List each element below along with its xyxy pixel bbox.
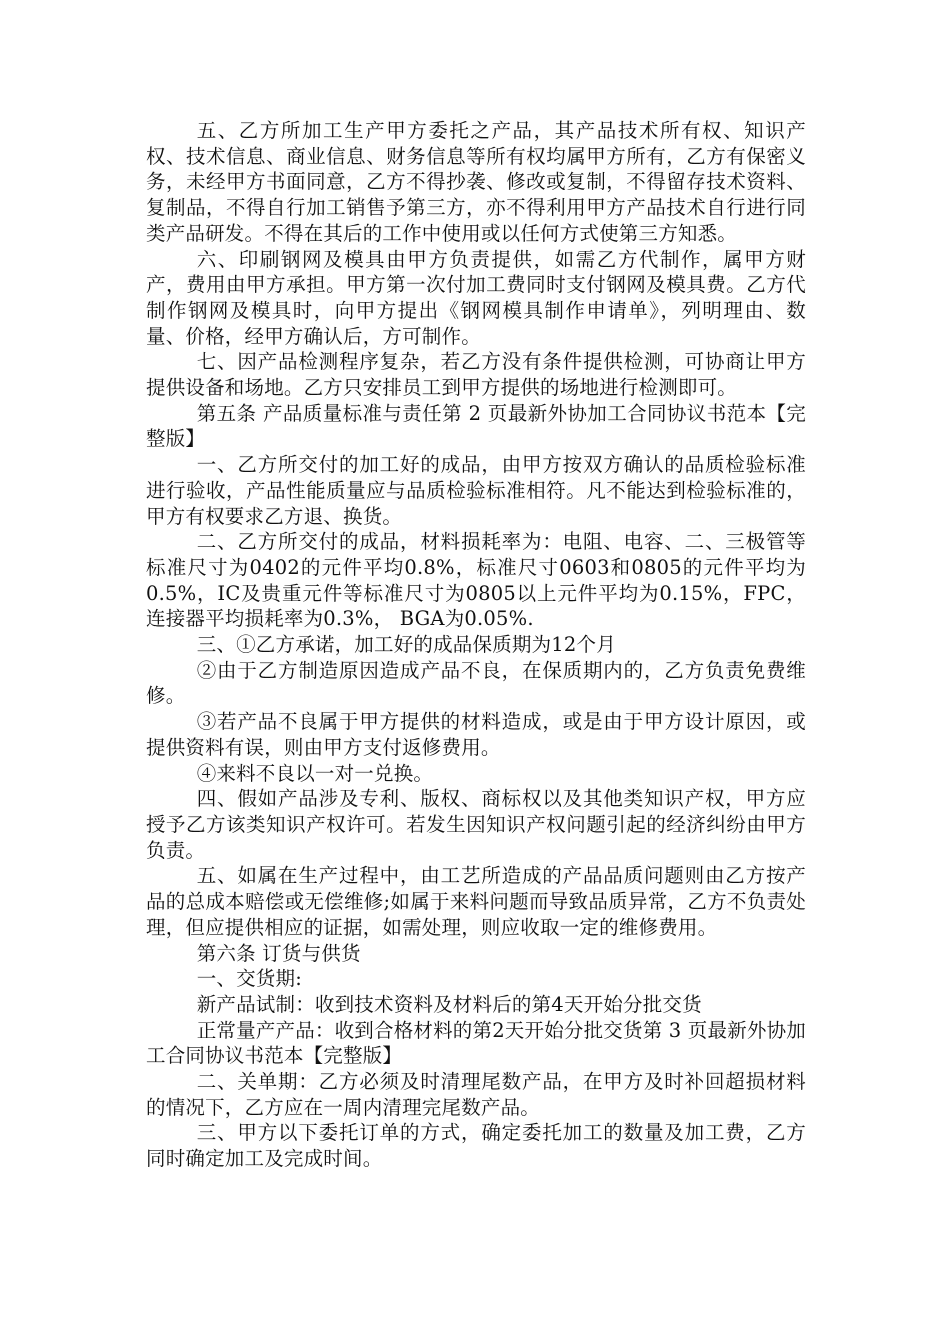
- paragraph-order-method: 三、甲方以下委托订单的方式，确定委托加工的数量及加工费，乙方同时确定加工及完成时间。: [146, 1121, 806, 1171]
- paragraph-clause-7-testing: 七、因产品检测程序复杂，若乙方没有条件提供检测，可协商让甲方提供设备和场地。乙方只安排员工到甲方提供的场地进行检测即可。: [146, 350, 806, 400]
- article-6-heading: 第六条 订货与供货: [196, 941, 361, 965]
- paragraph-new-product-trial: 新产品试制：收到技术资料及材料后的第4天开始分批交货: [196, 992, 702, 1016]
- paragraph-repair-cost: ③若产品不良属于甲方提供的材料造成，或是由于甲方设计原因，或提供资料有误，则由甲方支付返修费用。: [146, 710, 806, 759]
- paragraph-material-exchange: ④来料不良以一对一兑换。: [196, 761, 434, 785]
- paragraph-warranty-period: 三、①乙方承诺，加工好的成品保质期为12个月: [196, 633, 616, 657]
- document-page: [146, 118, 806, 1172]
- paragraph-loss-rate: 二、乙方所交付的成品，材料损耗率为：电阻、电容、二、三极管等标准尺寸为0402的元件平均0.8%，标准尺寸0603和0805的元件平均为 0.5%，IC及贵重元件等标准尺寸为0805以上元件平均为0.15%，FPC，连接器平均损耗率为0.3%， BGA为0.05%.: [146, 530, 806, 631]
- paragraph-process-quality: 五、如属在生产过程中，由工艺所造成的产品品质问题则由乙方按产品的总成本赔偿或无偿维修;如属于来料问题而导致品质异常，乙方不负责处理，但应提供相应的证据，如需处理，则应收取一定的维修费用。: [146, 864, 806, 939]
- paragraph-delivery-period: 一、交货期:: [196, 967, 302, 991]
- paragraph-mass-production: 正常量产产品：收到合格材料的第2天开始分批交货第 3 页最新外协加工合同协议书范本【完整版】: [146, 1018, 806, 1068]
- paragraph-clause-5-confidentiality: 五、乙方所加工生产甲方委托之产品，其产品技术所有权、知识产权、技术信息、商业信息、财务信息等所有权均属甲方所有，乙方有保密义务，未经甲方书面同意，乙方不得抄袭、修改或复制，不得留存技术资料、复制品，不得自行加工销售予第三方，亦不得利用甲方产品技术自行进行同类产品研发。不得在其后的工作中使用或以任何方式使第三方知悉。: [146, 119, 806, 245]
- paragraph-quality-inspection: 一、乙方所交付的加工好的成品，由甲方按双方确认的品质检验标准进行验收，产品性能质量应与品质检验标准相符。凡不能达到检验标准的，甲方有权要求乙方退、换货。: [146, 453, 806, 528]
- paragraph-clause-6-stencil-molds: 六、印刷钢网及模具由甲方负责提供，如需乙方代制作，属甲方财产，费用由甲方承担。甲方第一次付加工费同时支付钢网及模具费。乙方代制作钢网及模具时，向甲方提出《钢网模具制作申请单》，列明理由、数量、价格，经甲方确认后，方可制作。: [146, 247, 806, 348]
- paragraph-intellectual-property: 四、假如产品涉及专利、版权、商标权以及其他类知识产权，甲方应授予乙方该类知识产权许可。若发生因知识产权问题引起的经济纠纷由甲方负责。: [146, 787, 806, 862]
- paragraph-free-repair: ②由于乙方制造原因造成产品不良，在保质期内的，乙方负责免费维修。: [146, 658, 806, 708]
- paragraph-closing-period: 二、关单期：乙方必须及时清理尾数产品，在甲方及时补回超损材料的情况下，乙方应在一周内清理完尾数产品。: [146, 1070, 806, 1119]
- article-5-heading: 第五条 产品质量标准与责任第 2 页最新外协加工合同协议书范本【完整版】: [146, 401, 806, 451]
